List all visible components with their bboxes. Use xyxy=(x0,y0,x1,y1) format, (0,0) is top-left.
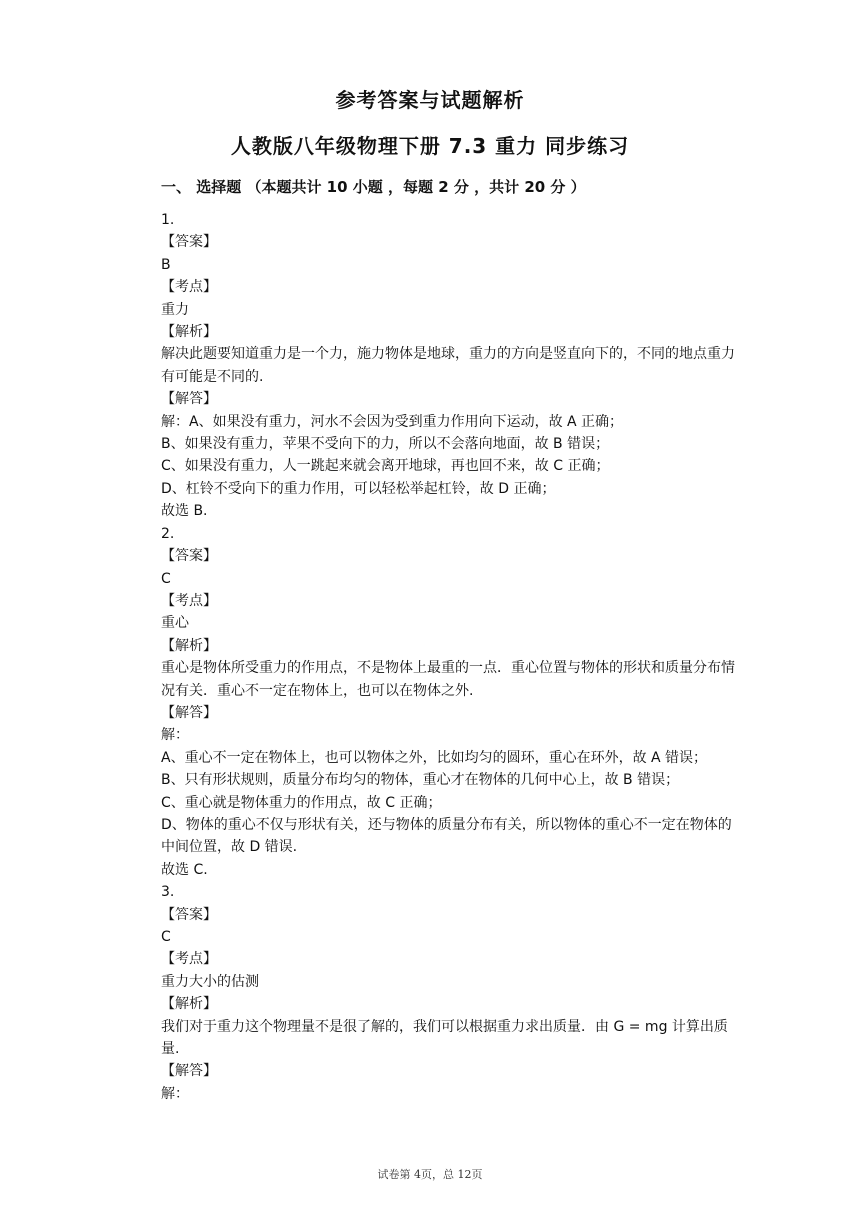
solution-label: 【解答】 xyxy=(161,391,217,408)
page-footer: 试卷第 4页，总 12页 xyxy=(377,1168,483,1181)
answer-title: 参考答案与试题解析 xyxy=(335,88,525,112)
solution-conclusion: 故选 B. xyxy=(161,503,208,520)
solution-line: D、物体的重心不仅与形状有关，还与物体的质量分布有关，所以物体的重心不一定在物体的中间位置，故 D 错误. xyxy=(161,816,732,856)
solution-label: 【解答】 xyxy=(161,704,217,721)
solution-line: B、只有形状规则，质量分布均匀的物体，重心才在物体的几何中心上，故 B 错误； xyxy=(161,772,680,789)
answer-label: 【答案】 xyxy=(161,548,217,565)
solution-line: C、如果没有重力，人一跳起来就会离开地球，再也回不来，故 C 正确； xyxy=(161,458,610,475)
topic-value: 重力 xyxy=(161,301,189,318)
analysis-text: 解决此题要知道重力是一个力，施力物体是地球，重力的方向是竖直向下的，不同的地点重力有可能是不同的. xyxy=(161,346,735,385)
analysis-text: 我们对于重力这个物理量不是很了解的，我们可以根据重力求出质量．由 G = mg 计算出质量. xyxy=(161,1018,728,1058)
solution-line: C、重心就是物体重力的作用点，故 C 正确； xyxy=(161,794,442,811)
analysis-label: 【解析】 xyxy=(161,996,217,1013)
analysis-text: 重心是物体所受重力的作用点，不是物体上最重的一点．重心位置与物体的形状和质量分布情况有关．重心不一定在物体上，也可以在物体之外. xyxy=(161,660,735,699)
answer-value: C xyxy=(161,570,171,587)
solution-line: D、杠铃不受向下的重力作用，可以轻松举起杠铃，故 D 正确； xyxy=(161,480,556,497)
solution-conclusion: 故选 C. xyxy=(161,861,208,878)
solution-line: A、重心不一定在物体上，也可以物体之外，比如均匀的圆环，重心在环外，故 A 错误； xyxy=(161,749,708,766)
answer-content xyxy=(161,209,741,1105)
question-number: 3. xyxy=(161,884,175,901)
analysis-label: 【解析】 xyxy=(161,324,217,341)
topic-value: 重力大小的估测 xyxy=(161,973,259,990)
solution-line: B、如果没有重力，苹果不受向下的力，所以不会落向地面，故 B 错误； xyxy=(161,436,610,453)
analysis-label: 【解析】 xyxy=(161,637,217,654)
solution-line: 解：A、如果没有重力，河水不会因为受到重力作用向下运动，故 A 正确； xyxy=(161,413,624,430)
solution-line: 解： xyxy=(161,727,189,744)
solution-label: 【解答】 xyxy=(161,1063,217,1080)
solution-line: 解： xyxy=(161,1085,189,1102)
question-number: 2. xyxy=(161,525,175,542)
topic-value: 重心 xyxy=(161,615,189,632)
topic-label: 【考点】 xyxy=(161,592,217,609)
answer-label: 【答案】 xyxy=(161,906,217,923)
topic-label: 【考点】 xyxy=(161,951,217,968)
topic-label: 【考点】 xyxy=(161,279,217,296)
answer-label: 【答案】 xyxy=(161,234,217,251)
answer-value: C xyxy=(161,929,171,945)
section-heading: 一、 选择题 （本题共计 10 小题 ，每题 2 分 ，共计 20 分 ） xyxy=(161,178,586,196)
answer-value: B xyxy=(161,256,171,273)
document-subtitle: 人教版八年级物理下册 7.3 重力 同步练习 xyxy=(230,134,630,158)
question-number: 1. xyxy=(161,212,175,228)
